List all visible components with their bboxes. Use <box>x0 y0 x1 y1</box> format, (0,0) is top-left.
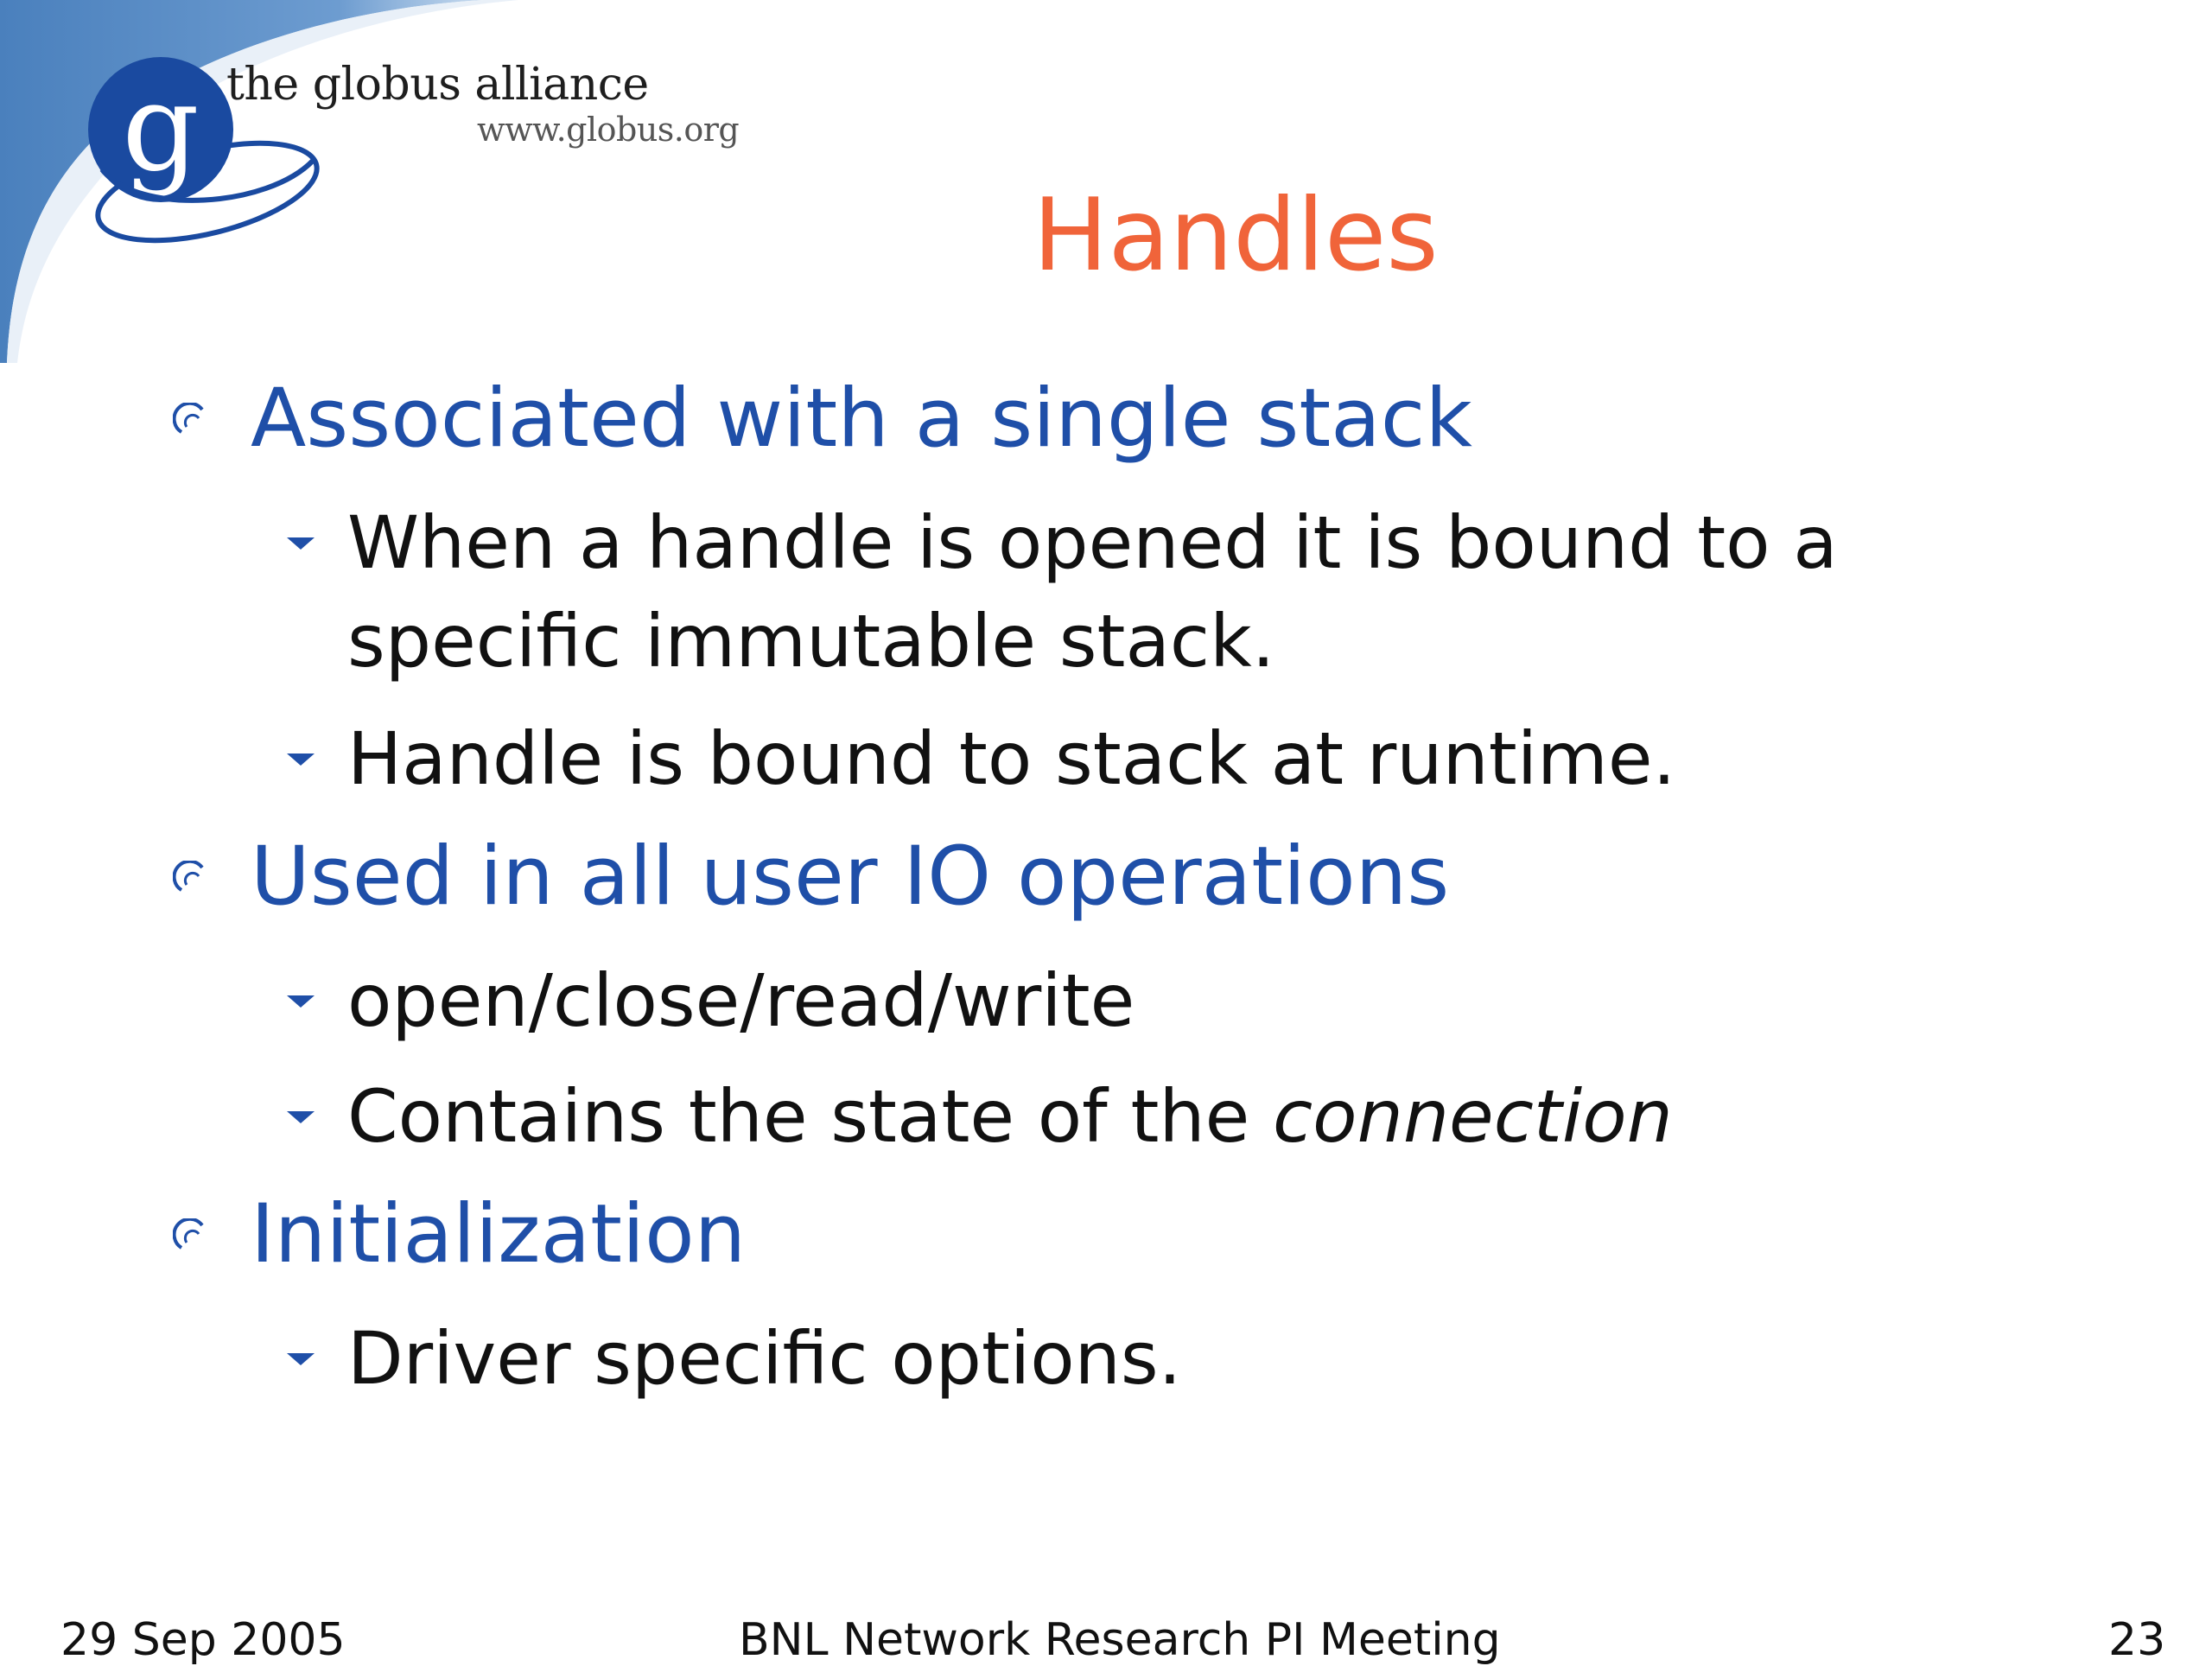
bullet-level1: Associated with a single stack <box>251 372 1472 466</box>
footer-date: 29 Sep 2005 <box>60 1614 346 1666</box>
triangle-bullet-icon <box>285 1108 316 1127</box>
triangle-bullet-icon <box>285 1350 316 1369</box>
bullet-level2: Driver specific options. <box>347 1316 1182 1401</box>
slide-title: Handles <box>1033 177 1439 294</box>
bullet-level2: When a handle is opened it is bound to a <box>347 500 1838 585</box>
logo-text: the globus alliance <box>226 59 649 111</box>
circle-bullet-icon <box>173 1218 211 1256</box>
circle-bullet-icon <box>173 861 211 899</box>
triangle-bullet-icon <box>285 992 316 1011</box>
bullet-text-italic: connection <box>1273 1074 1673 1159</box>
bullet-level2: Handle is bound to stack at runtime. <box>347 716 1676 801</box>
triangle-bullet-icon <box>285 534 316 553</box>
footer-event: BNL Network Research PI Meeting <box>739 1614 1501 1666</box>
bullet-level2: open/close/read/write <box>347 958 1135 1043</box>
bullet-text: Contains the state of the <box>347 1074 1273 1159</box>
logo-url: www.globus.org <box>477 111 740 149</box>
footer-page-number: 23 <box>2108 1614 2166 1666</box>
bullet-level1: Used in all user IO operations <box>251 830 1450 924</box>
bullet-level1: Initialization <box>251 1187 747 1281</box>
triangle-bullet-icon <box>285 750 316 769</box>
logo-letter: g <box>122 58 200 199</box>
bullet-level2 <box>347 1068 1673 1165</box>
circle-bullet-icon <box>173 403 211 441</box>
bullet-level2-continuation: specific immutable stack. <box>347 599 1275 684</box>
